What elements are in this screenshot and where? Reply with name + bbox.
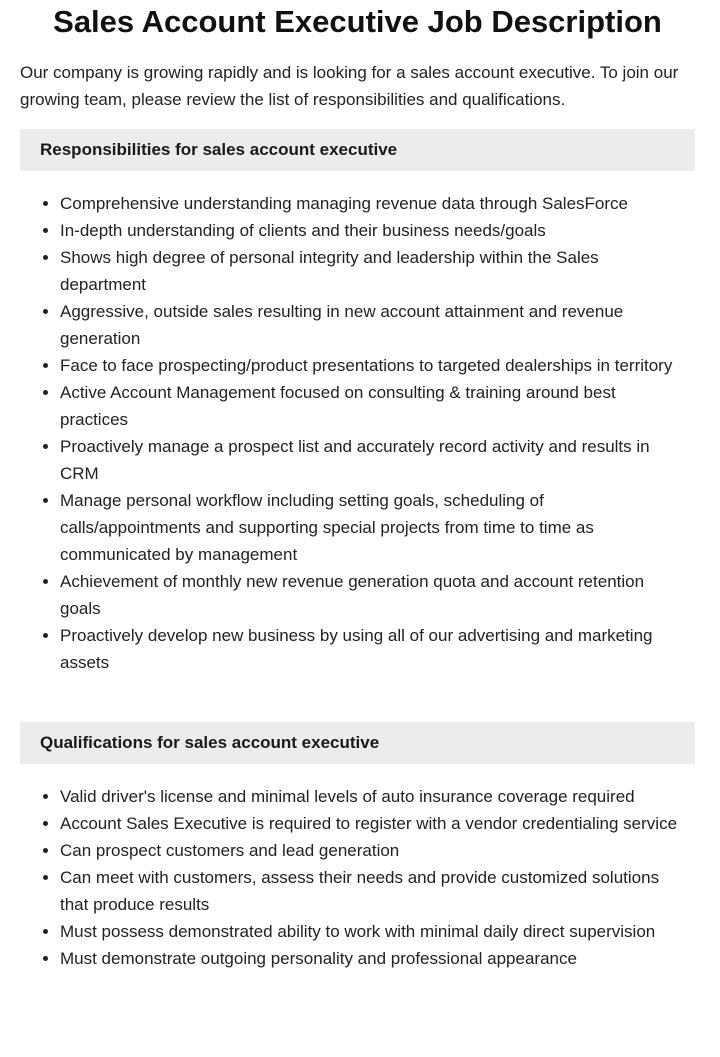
list-item: • Active Account Management focused on consulting & training around best practices [60, 379, 688, 433]
intro-paragraph: Our company is growing rapidly and is looking for a sales account executive. To join our growing team, please review the list of responsibilities and qualifications. [20, 63, 679, 109]
list-item: • Shows high degree of personal integrity and leadership within the Sales department [60, 244, 688, 298]
list-item: • Proactively manage a prospect list and accurately record activity and results in CRM [60, 433, 688, 487]
responsibilities-heading: Responsibilities for sales account executive [20, 129, 695, 171]
qualifications-heading: Qualifications for sales account executive [20, 722, 695, 764]
list-item: • Must possess demonstrated ability to work with minimal daily direct supervision [60, 918, 688, 945]
list-item: • Face to face prospecting/product presentations to targeted dealerships in territory [60, 352, 688, 379]
list-item: • In-depth understanding of clients and their business needs/goals [60, 217, 688, 244]
qualifications-list [20, 783, 688, 972]
page-title: Sales Account Executive Job Description [53, 4, 662, 39]
list-item: • Aggressive, outside sales resulting in new account attainment and revenue generation [60, 298, 688, 352]
list-item: • Valid driver's license and minimal levels of auto insurance coverage required [60, 783, 688, 810]
list-item: • Proactively develop new business by using all of our advertising and marketing assets [60, 622, 688, 676]
list-item: • Comprehensive understanding managing revenue data through SalesForce [60, 190, 688, 217]
list-item: • Manage personal workflow including setting goals, scheduling of calls/appointments and supporting special projects from time to time as communicated by management [60, 487, 688, 568]
list-item: • Can meet with customers, assess their needs and provide customized solutions that produce results [60, 864, 688, 918]
list-item: • Can prospect customers and lead generation [60, 837, 688, 864]
list-item: • Account Sales Executive is required to register with a vendor credentialing service [60, 810, 688, 837]
list-item: • Achievement of monthly new revenue generation quota and account retention goals [60, 568, 688, 622]
list-item: • Must demonstrate outgoing personality and professional appearance [60, 945, 688, 972]
responsibilities-list [20, 190, 688, 676]
